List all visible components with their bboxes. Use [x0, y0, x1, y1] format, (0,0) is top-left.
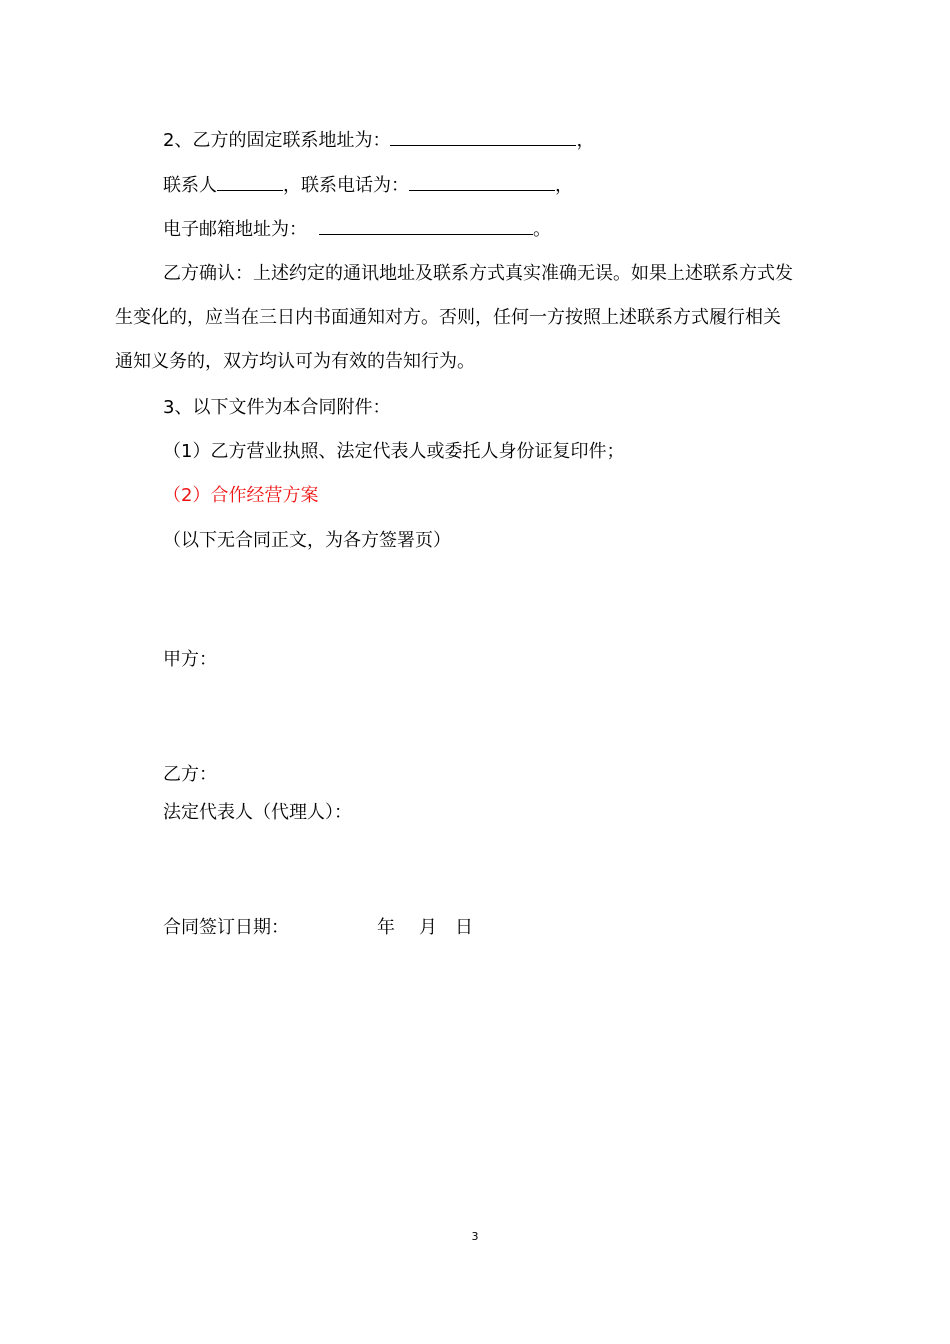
attachments-heading: 3、以下文件为本合同附件：: [163, 397, 391, 418]
attachment-item-1: （1）乙方营业执照、法定代表人或委托人身份证复印件；: [163, 441, 625, 462]
email-end: 。: [533, 219, 551, 240]
signing-date-label: 合同签订日期：: [163, 917, 289, 938]
address-blank: [390, 127, 576, 146]
email-label: 电子邮箱地址为：: [163, 219, 307, 240]
email-blank: [319, 216, 533, 235]
phone-blank: [409, 172, 555, 191]
confirmation-line-2: 生变化的，应当在三日内书面通知对方。否则，任何一方按照上述联系方式履行相关: [115, 307, 781, 328]
address-line: [163, 127, 594, 153]
confirmation-line-1: 乙方确认：上述约定的通讯地址及联系方式真实准确无误。如果上述联系方式发: [163, 263, 793, 284]
date-year: 年: [377, 917, 395, 938]
person-label: 联系人: [163, 175, 217, 196]
address-end: ，: [576, 130, 595, 151]
signature-page-note: （以下无合同正文，为各方签署页）: [163, 530, 451, 551]
address-label: 2、乙方的固定联系地址为：: [163, 130, 391, 151]
confirmation-line-3: 通知义务的，双方均认可为有效的告知行为。: [115, 351, 475, 372]
phone-label: ，联系电话为：: [283, 175, 409, 196]
date-month: 月: [419, 917, 437, 938]
attachment-item-2: （2）合作经营方案: [163, 485, 319, 506]
contact-line: [163, 172, 573, 198]
page-number: 3: [471, 1230, 479, 1243]
person-blank: [217, 172, 283, 191]
email-line: [163, 216, 551, 242]
party-b-label: 乙方：: [163, 764, 217, 785]
legal-rep-label: 法定代表人（代理人）：: [163, 802, 352, 823]
party-a-label: 甲方：: [163, 649, 217, 670]
phone-end: ，: [555, 175, 573, 196]
date-day: 日: [455, 917, 473, 938]
